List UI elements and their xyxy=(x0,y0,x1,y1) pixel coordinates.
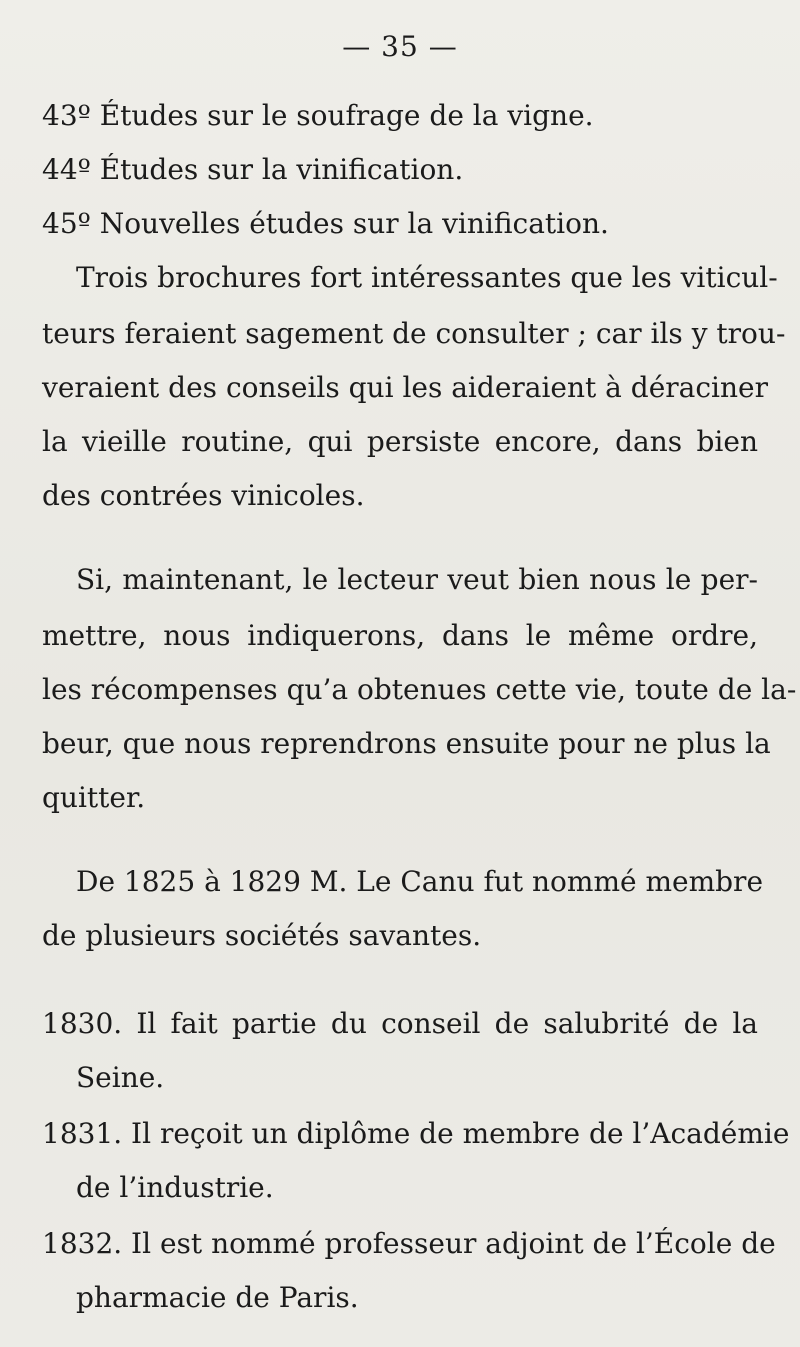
paragraph-line: la vieille routine, qui persiste encore, dans bien xyxy=(42,425,758,458)
chronology-entry: 1831. Il reçoit un diplôme de membre de l’Académie xyxy=(42,1117,790,1150)
chronology-entry: 1830. Il fait partie du conseil de salubrité de la xyxy=(42,1007,758,1040)
list-item: 45º Nouvelles études sur la vinification. xyxy=(42,207,609,240)
paragraph-line: des contrées vinicoles. xyxy=(42,479,365,512)
chronology-entry-continuation: pharmacie de Paris. xyxy=(76,1281,359,1314)
paragraph-line: De 1825 à 1829 M. Le Canu fut nommé membre xyxy=(76,865,764,898)
paragraph-line: teurs feraient sagement de consulter ; car ils y trou- xyxy=(42,317,786,350)
paragraph-line: veraient des conseils qui les aideraient à déraciner xyxy=(42,371,768,404)
list-item: 44º Études sur la vinification. xyxy=(42,153,464,186)
paragraph-line: de plusieurs sociétés savantes. xyxy=(42,919,482,952)
paragraph-line: mettre, nous indiquerons, dans le même ordre, xyxy=(42,619,758,652)
paragraph-line: Trois brochures fort intéressantes que les viticul- xyxy=(76,261,778,294)
paragraph-line: Si, maintenant, le lecteur veut bien nous le per- xyxy=(76,563,758,596)
paragraph-line: quitter. xyxy=(42,781,146,814)
paragraph-line: les récompenses qu’a obtenues cette vie, toute de la- xyxy=(42,673,797,706)
paragraph-line: beur, que nous reprendrons ensuite pour ne plus la xyxy=(42,727,771,760)
list-item: 43º Études sur le soufrage de la vigne. xyxy=(42,99,594,132)
page-number: — 35 — xyxy=(342,30,458,63)
chronology-entry-continuation: de l’industrie. xyxy=(76,1171,274,1204)
chronology-entry-continuation: Seine. xyxy=(76,1061,165,1094)
chronology-entry: 1832. Il est nommé professeur adjoint de l’École de xyxy=(42,1227,776,1260)
